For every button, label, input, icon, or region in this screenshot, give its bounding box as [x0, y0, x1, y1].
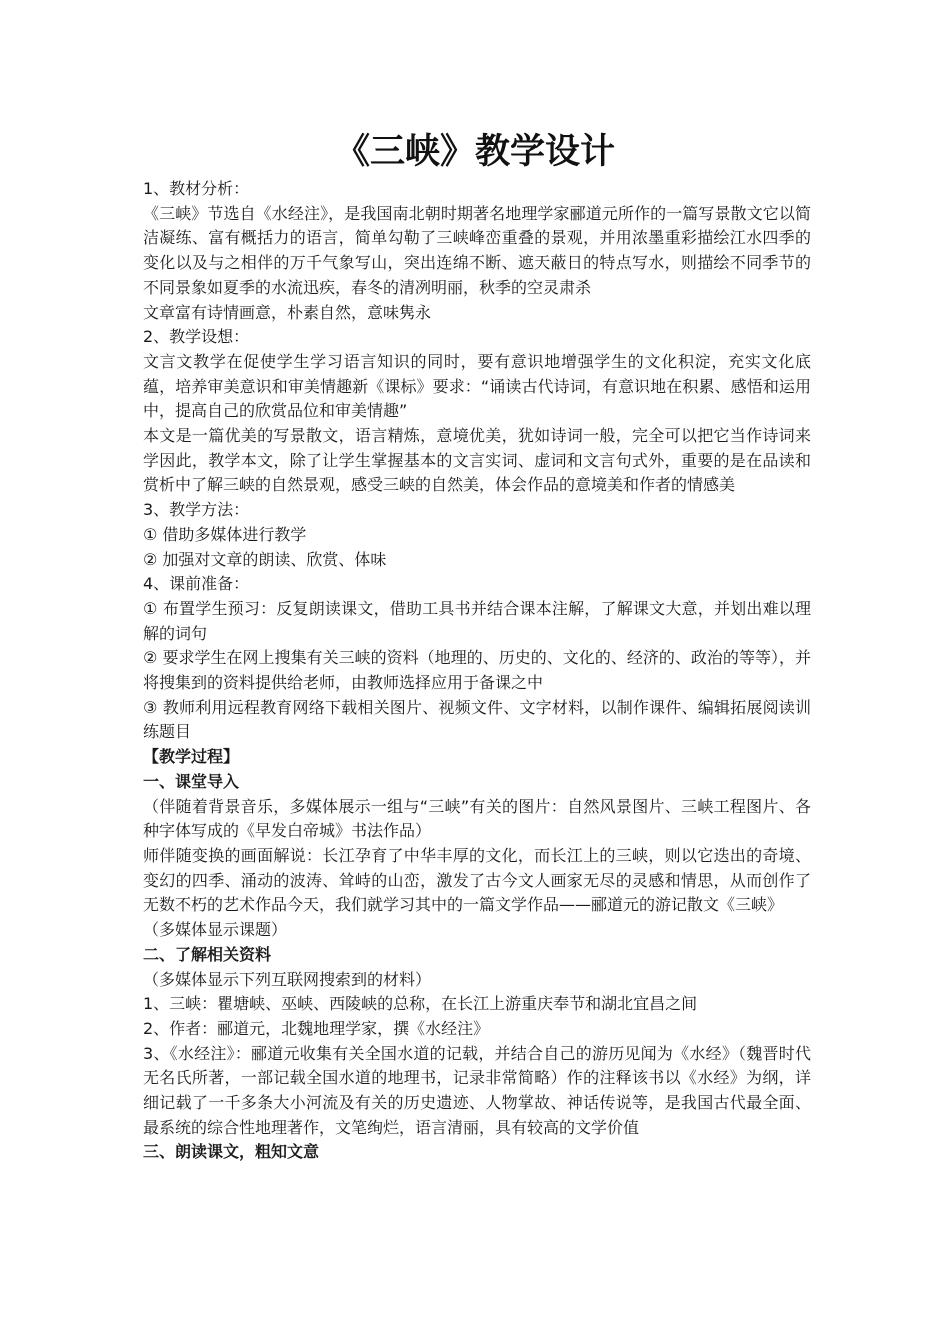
list-item-preparation-1: ① 布置学生预习：反复朗读课文，借助工具书并结合课本注解，了解课文大意，并划出难以理解的词句 — [143, 598, 811, 643]
paragraph-textbook-summary: 文章富有诗情画意，朴素自然，意味隽永 — [143, 302, 432, 322]
paragraph-teaching-concept-2: 本文是一篇优美的写景散文，语言精炼，意境优美，犹如诗词一般，完全可以把它当作诗词来学因此，教学本文，除了让学生掌握基本的文言实词、虚词和文言句式外，重要的是在品读和赏析中了解三峡的自然景观，感受三峡的自然美，体会作品的意境美和作者的情感美 — [143, 426, 811, 495]
list-item-method-2: ② 加强对文章的朗读、欣赏、体味 — [143, 549, 387, 569]
section-heading-teaching-process: 【教学过程】 — [143, 747, 240, 767]
section-heading-textbook-analysis: 1、教材分析： — [143, 179, 250, 198]
paragraph-materials-intro: （多媒体显示下列互联网搜索到的材料） — [143, 969, 432, 989]
paragraph-introduction-narration: 师伴随变换的画面解说：长江孕育了中华丰厚的文化，而长江上的三峡，则以它迭出的奇境、变幻的四季、涌动的波涛、耸峙的山峦，激发了古今文人画家无尽的灵感和情思，从而创作了无数不朽的艺术作品今天，我们就学习其中的一篇文学作品——郦道元的游记散文《三峡》 — [143, 845, 811, 915]
paragraph-show-topic: （多媒体显示课题） — [143, 920, 288, 940]
list-item-material-shuijingzhu: 3、《水经注》：郦道元收集有关全国水道的记载，并结合自己的游历见闻为《水经》（魏晋时代无名氏所著，一部记载全国水道的地理书，记录非常简略）作的注释该书以《水经》为纲，详细记载了一千多条大小河流及有关的历史遗迹、人物掌故、神话传说等，是我国古代最全面、最系统的综合性地理著作，文笔绚烂，语言清丽，具有较高的文学价值 — [143, 1043, 811, 1137]
subheading-related-materials: 二、了解相关资料 — [143, 944, 272, 964]
subheading-reading-text: 三、朗读课文，粗知文意 — [143, 1142, 320, 1162]
list-item-preparation-3: ③ 教师利用远程教育网络下载相关图片、视频文件、文字材料，以制作课件、编辑拓展阅读训练题目 — [143, 697, 811, 742]
subheading-class-introduction: 一、课堂导入 — [143, 771, 240, 791]
paragraph-textbook-analysis: 《三峡》节选自《水经注》，是我国南北朝时期著名地理学家郦道元所作的一篇写景散文它以简洁凝练、富有概括力的语言，简单勾勒了三峡峰峦重叠的景观，并用浓墨重彩描绘江水四季的变化以及与之相伴的万千气象写山，突出连绵不断、遮天蔽日的特点写水，则描绘不同季节的不同景象如夏季的水流迅疾，春冬的清冽明丽，秋季的空灵肃杀 — [143, 203, 811, 297]
paragraph-teaching-concept-1: 文言文教学在促使学生学习语言知识的同时，要有意识地增强学生的文化积淀，充实文化底蕴，培养审美意识和审美情趣新《课标》要求：“诵读古代诗词，有意识地在积累、感悟和运用中，提高自己的欣赏品位和审美情趣” — [143, 351, 811, 421]
section-heading-preparation: 4、课前准备： — [143, 574, 250, 594]
list-item-preparation-2: ② 要求学生在网上搜集有关三峡的资料（地理的、历史的、文化的、经济的、政治的等等），并将搜集到的资料提供给老师，由教师选择应用于备课之中 — [143, 648, 811, 693]
document-body — [143, 177, 811, 1165]
section-heading-teaching-concept: 2、教学设想： — [143, 327, 250, 347]
section-heading-teaching-methods: 3、教学方法： — [143, 500, 250, 520]
list-item-material-three-gorges: 1、三峡：瞿塘峡、巫峡、西陵峡的总称，在长江上游重庆奉节和湖北宜昌之间 — [143, 994, 698, 1014]
list-item-material-author: 2、作者：郦道元，北魏地理学家，撰《水经注》 — [143, 1018, 490, 1038]
document-title: 《三峡》教学设计 — [334, 131, 615, 172]
list-item-method-1: ① 借助多媒体进行教学 — [143, 524, 307, 544]
paragraph-introduction-media: （伴随着背景音乐，多媒体展示一组与“三峡”有关的图片：自然风景图片、三峡工程图片、各种字体写成的《早发白帝城》书法作品） — [143, 796, 811, 841]
